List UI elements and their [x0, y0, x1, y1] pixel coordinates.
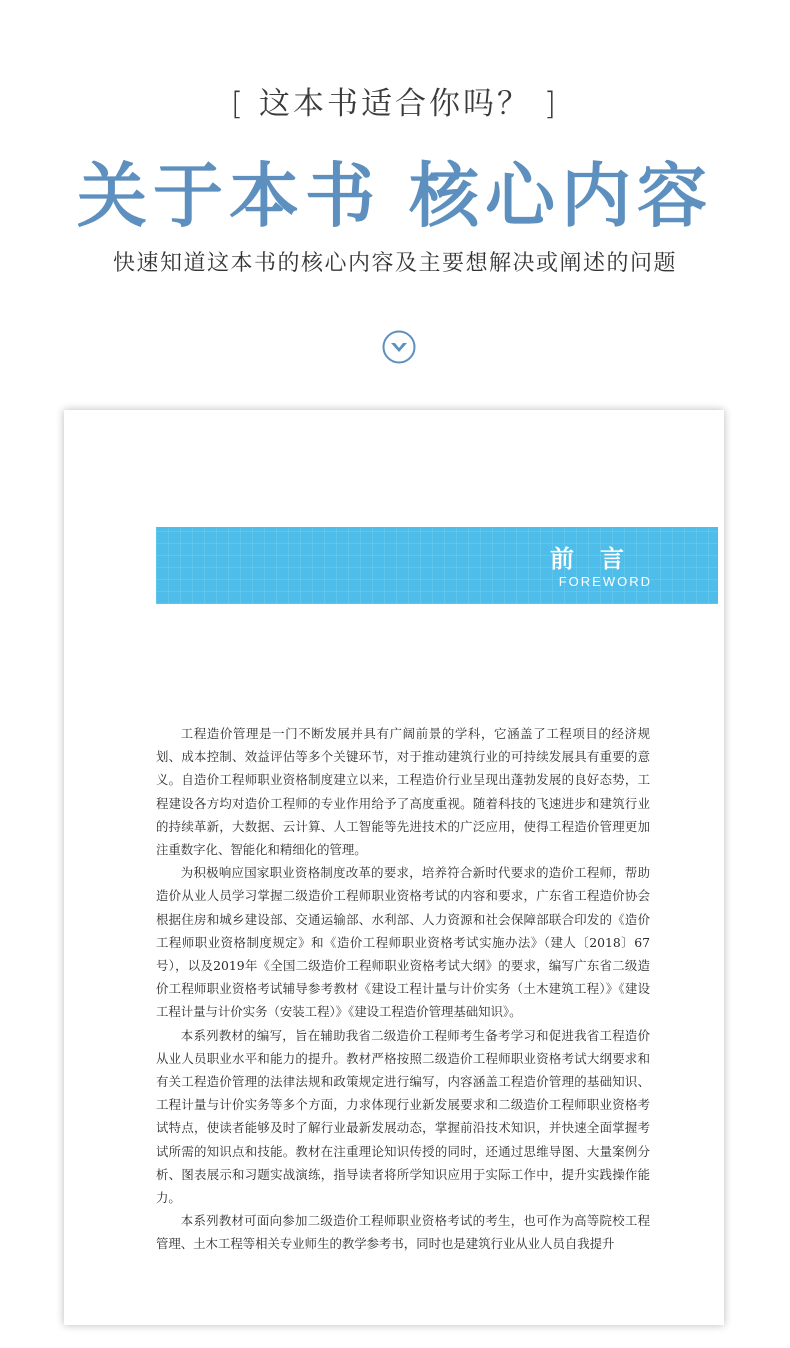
- foreword-title-cn: 前言: [550, 545, 650, 573]
- bracket-right: ]: [543, 86, 559, 122]
- paragraph: 本系列教材可面向参加二级造价工程师职业资格考试的考生，也可作为高等院校工程管理、土木工程等相关专业师生的教学参考书，同时也是建筑行业从业人员自我提升: [156, 1213, 650, 1252]
- question-heading: [0, 78, 790, 123]
- foreword-body: [156, 722, 650, 1256]
- paragraph: 本系列教材的编写，旨在辅助我省二级造价工程师考生备考学习和促进我省工程造价从业人员职业水平和能力的提升。教材严格按照二级造价工程师职业资格考试大纲要求和有关工程造价管理的法律法规和政策规定进行编写，内容涵盖工程造价管理的基础知识、工程计量与计价实务等多个方面，力求体现行业新发展要求和二级造价工程师职业资格考试特点，使读者能够及时了解行业最新发展动态，掌握前沿技术知识，并快速全面掌握考试所需的知识点和技能。教材在注重理论知识传授的同时，还通过思维导图、大量案例分析、图表展示和习题实战演练，指导读者将所学知识应用于实际工作中，提升实践操作能力。: [156, 1027, 650, 1206]
- subtitle: 快速知道这本书的核心内容及主要想解决或阐述的问题: [112, 251, 677, 276]
- bracket-left: [: [231, 86, 247, 122]
- page-title: [0, 140, 790, 241]
- paragraph: 工程造价管理是一门不断发展并具有广阔前景的学科，它涵盖了工程项目的经济规划、成本控制、效益评估等多个关键环节，对于推动建筑行业的可持续发展具有重要的意义。自造价工程师职业资格制度建立以来，工程造价行业呈现出蓬勃发展的良好态势，工程建设各方均对造价工程师的专业作用给予了高度重视。随着科技的飞速进步和建筑行业的持续革新，大数据、云计算、人工智能等先进技术的广泛应用，使得工程造价管理更加注重数字化、智能化和精细化的管理。: [156, 726, 650, 858]
- question-text: 这本书适合你吗？: [259, 86, 531, 122]
- foreword-banner: [156, 527, 718, 604]
- book-page-preview: [64, 410, 724, 1325]
- title-part-core-content: 核心内容: [409, 154, 713, 237]
- chevron-down-circle-icon[interactable]: [382, 330, 416, 364]
- title-part-about-book: 关于本书: [77, 154, 381, 237]
- foreword-title-en: FOREWORD: [558, 574, 652, 589]
- paragraph: 为积极响应国家职业资格制度改革的要求，培养符合新时代要求的造价工程师，帮助造价从业人员学习掌握二级造价工程师职业资格考试的内容和要求，广东省工程造价协会根据住房和城乡建设部、交通运输部、水利部、人力资源和社会保障部联合印发的《造价工程师职业资格制度规定》和《造价工程师职业资格考试实施办法》（建人〔2018〕67号），以及2019年《全国二级造价工程师职业资格考试大纲》的要求，编写广东省二级造价工程师职业资格考试辅导参考教材《建设工程计量与计价实务（土木建筑工程）》《建设工程计量与计价实务（安装工程）》《建设工程造价管理基础知识》。: [156, 865, 650, 1020]
